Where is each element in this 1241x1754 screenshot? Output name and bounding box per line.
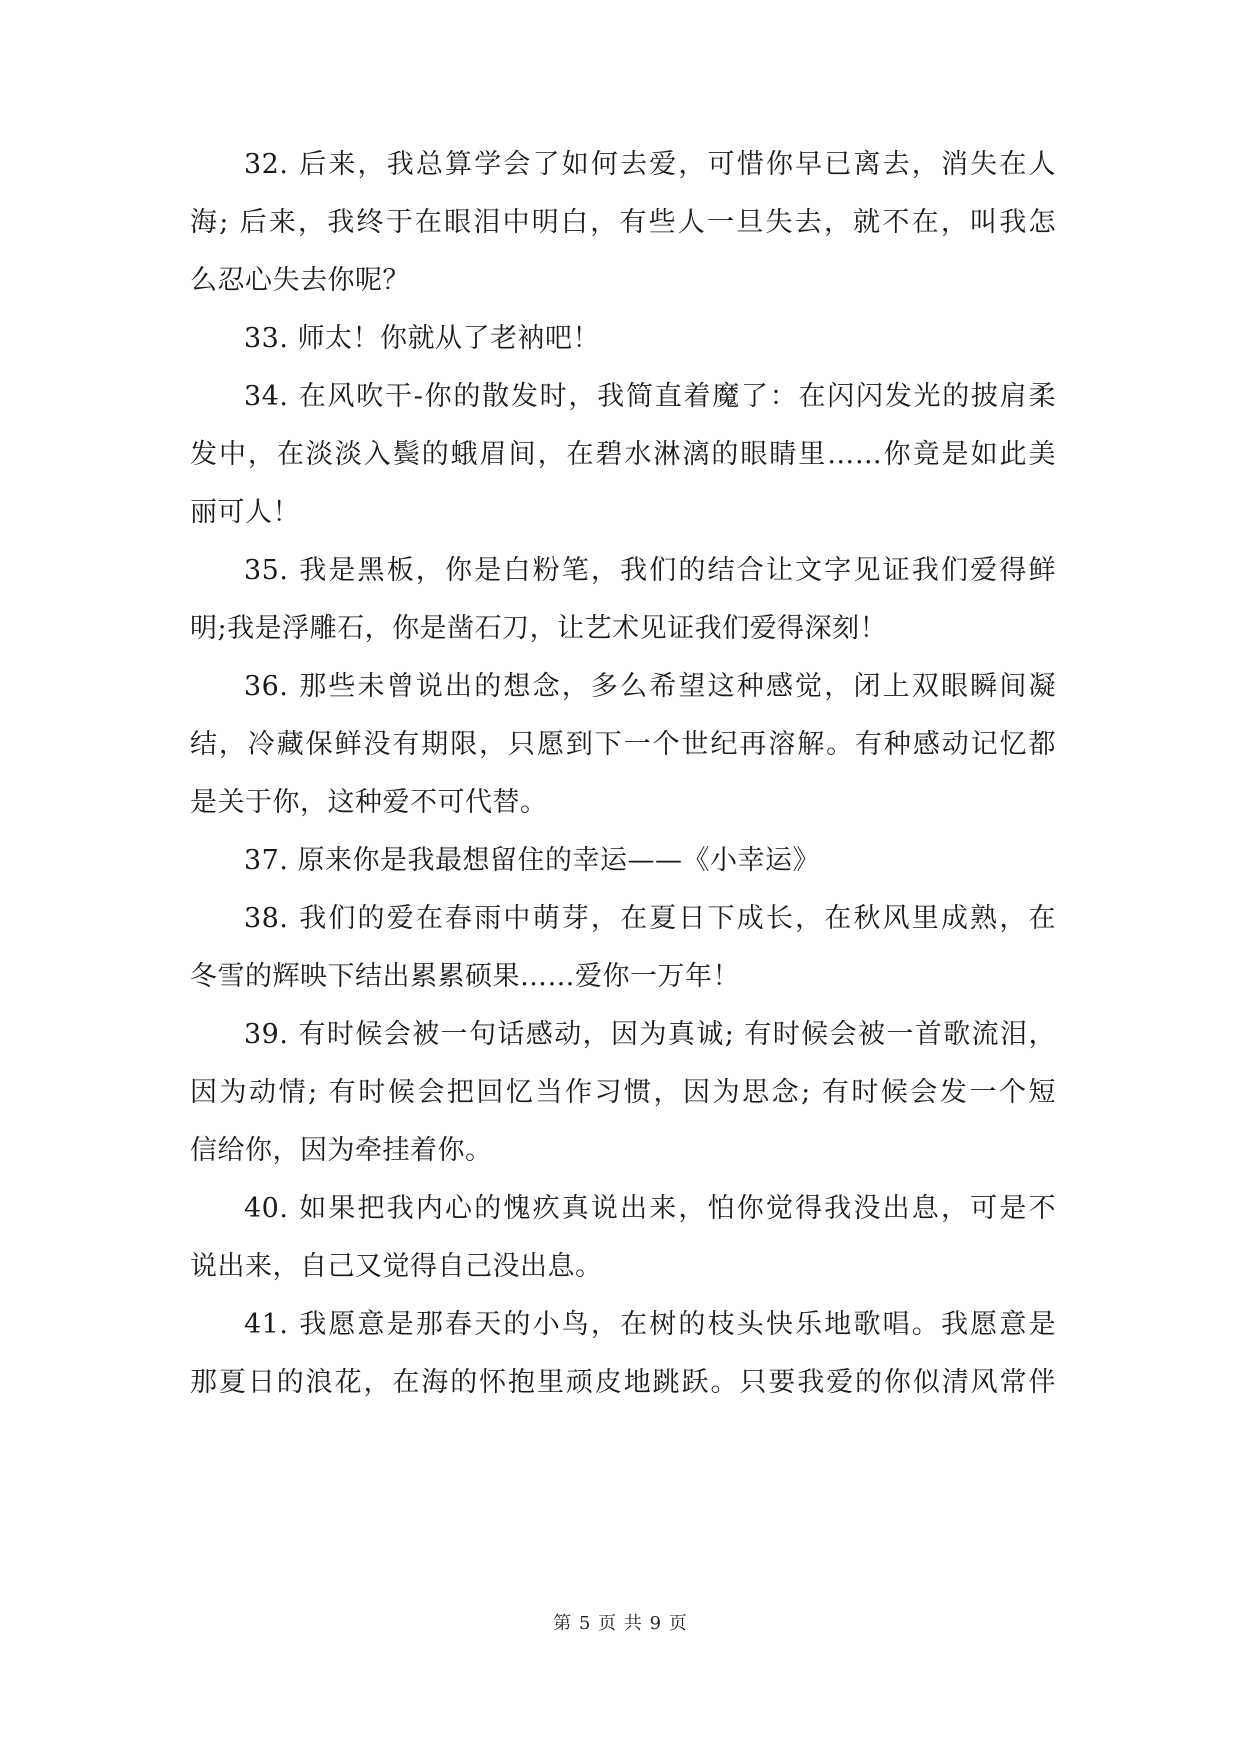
paragraph-34-line-2: 发中，在淡淡入鬓的蛾眉间，在碧水淋漓的眼睛里……你竟是如此美 <box>190 439 1056 470</box>
page-number-footer: 第 5 页 共 9 页 <box>553 1613 688 1634</box>
paragraph-35-line-1: 35. 我是黑板，你是白粉笔，我们的结合让文字见证我们爱得鲜 <box>244 555 1056 586</box>
paragraph-36-line-3: 是关于你，这种爱不可代替。 <box>190 787 548 818</box>
paragraph-34-line-1: 34. 在风吹干-你的散发时，我简直着魔了：在闪闪发光的披肩柔 <box>244 381 1056 412</box>
paragraph-41-line-1: 41. 我愿意是那春天的小鸟，在树的枝头快乐地歌唱。我愿意是 <box>244 1309 1056 1340</box>
paragraph-34-line-3: 丽可人！ <box>190 497 300 528</box>
paragraph-38-line-2: 冬雪的辉映下结出累累硕果……爱你一万年！ <box>190 961 740 992</box>
paragraph-37-line-1: 37. 原来你是我最想留住的幸运——《小幸运》 <box>244 845 821 876</box>
paragraph-32-line-1: 32. 后来，我总算学会了如何去爱，可惜你早已离去，消失在人 <box>244 149 1056 180</box>
paragraph-40-line-1: 40. 如果把我内心的愧疚真说出来，怕你觉得我没出息，可是不 <box>244 1193 1056 1224</box>
paragraph-36-line-1: 36. 那些未曾说出的想念，多么希望这种感觉，闭上双眼瞬间凝 <box>244 671 1056 702</box>
paragraph-41-line-2: 那夏日的浪花，在海的怀抱里顽皮地跳跃。只要我爱的你似清风常伴 <box>190 1367 1056 1398</box>
paragraph-39-line-1: 39. 有时候会被一句话感动，因为真诚; 有时候会被一首歌流泪， <box>244 1019 1056 1050</box>
paragraph-33-line-1: 33. 师太！你就从了老衲吧！ <box>244 323 601 354</box>
paragraph-38-line-1: 38. 我们的爱在春雨中萌芽，在夏日下成长，在秋风里成熟，在 <box>244 903 1056 934</box>
paragraph-32-line-3: 么忍心失去你呢？ <box>190 265 410 296</box>
paragraph-35-line-2: 明;我是浮雕石，你是凿石刀，让艺术见证我们爱得深刻！ <box>190 613 888 644</box>
paragraph-36-line-2: 结，冷藏保鲜没有期限，只愿到下一个世纪再溶解。有种感动记忆都 <box>190 729 1056 760</box>
paragraph-40-line-2: 说出来，自己又觉得自己没出息。 <box>190 1251 603 1282</box>
paragraph-32-line-2: 海; 后来，我终于在眼泪中明白，有些人一旦失去，就不在，叫我怎 <box>190 207 1056 238</box>
paragraph-39-line-3: 信给你，因为牵挂着你。 <box>190 1135 493 1166</box>
paragraph-39-line-2: 因为动情; 有时候会把回忆当作习惯，因为思念; 有时候会发一个短 <box>190 1077 1056 1108</box>
